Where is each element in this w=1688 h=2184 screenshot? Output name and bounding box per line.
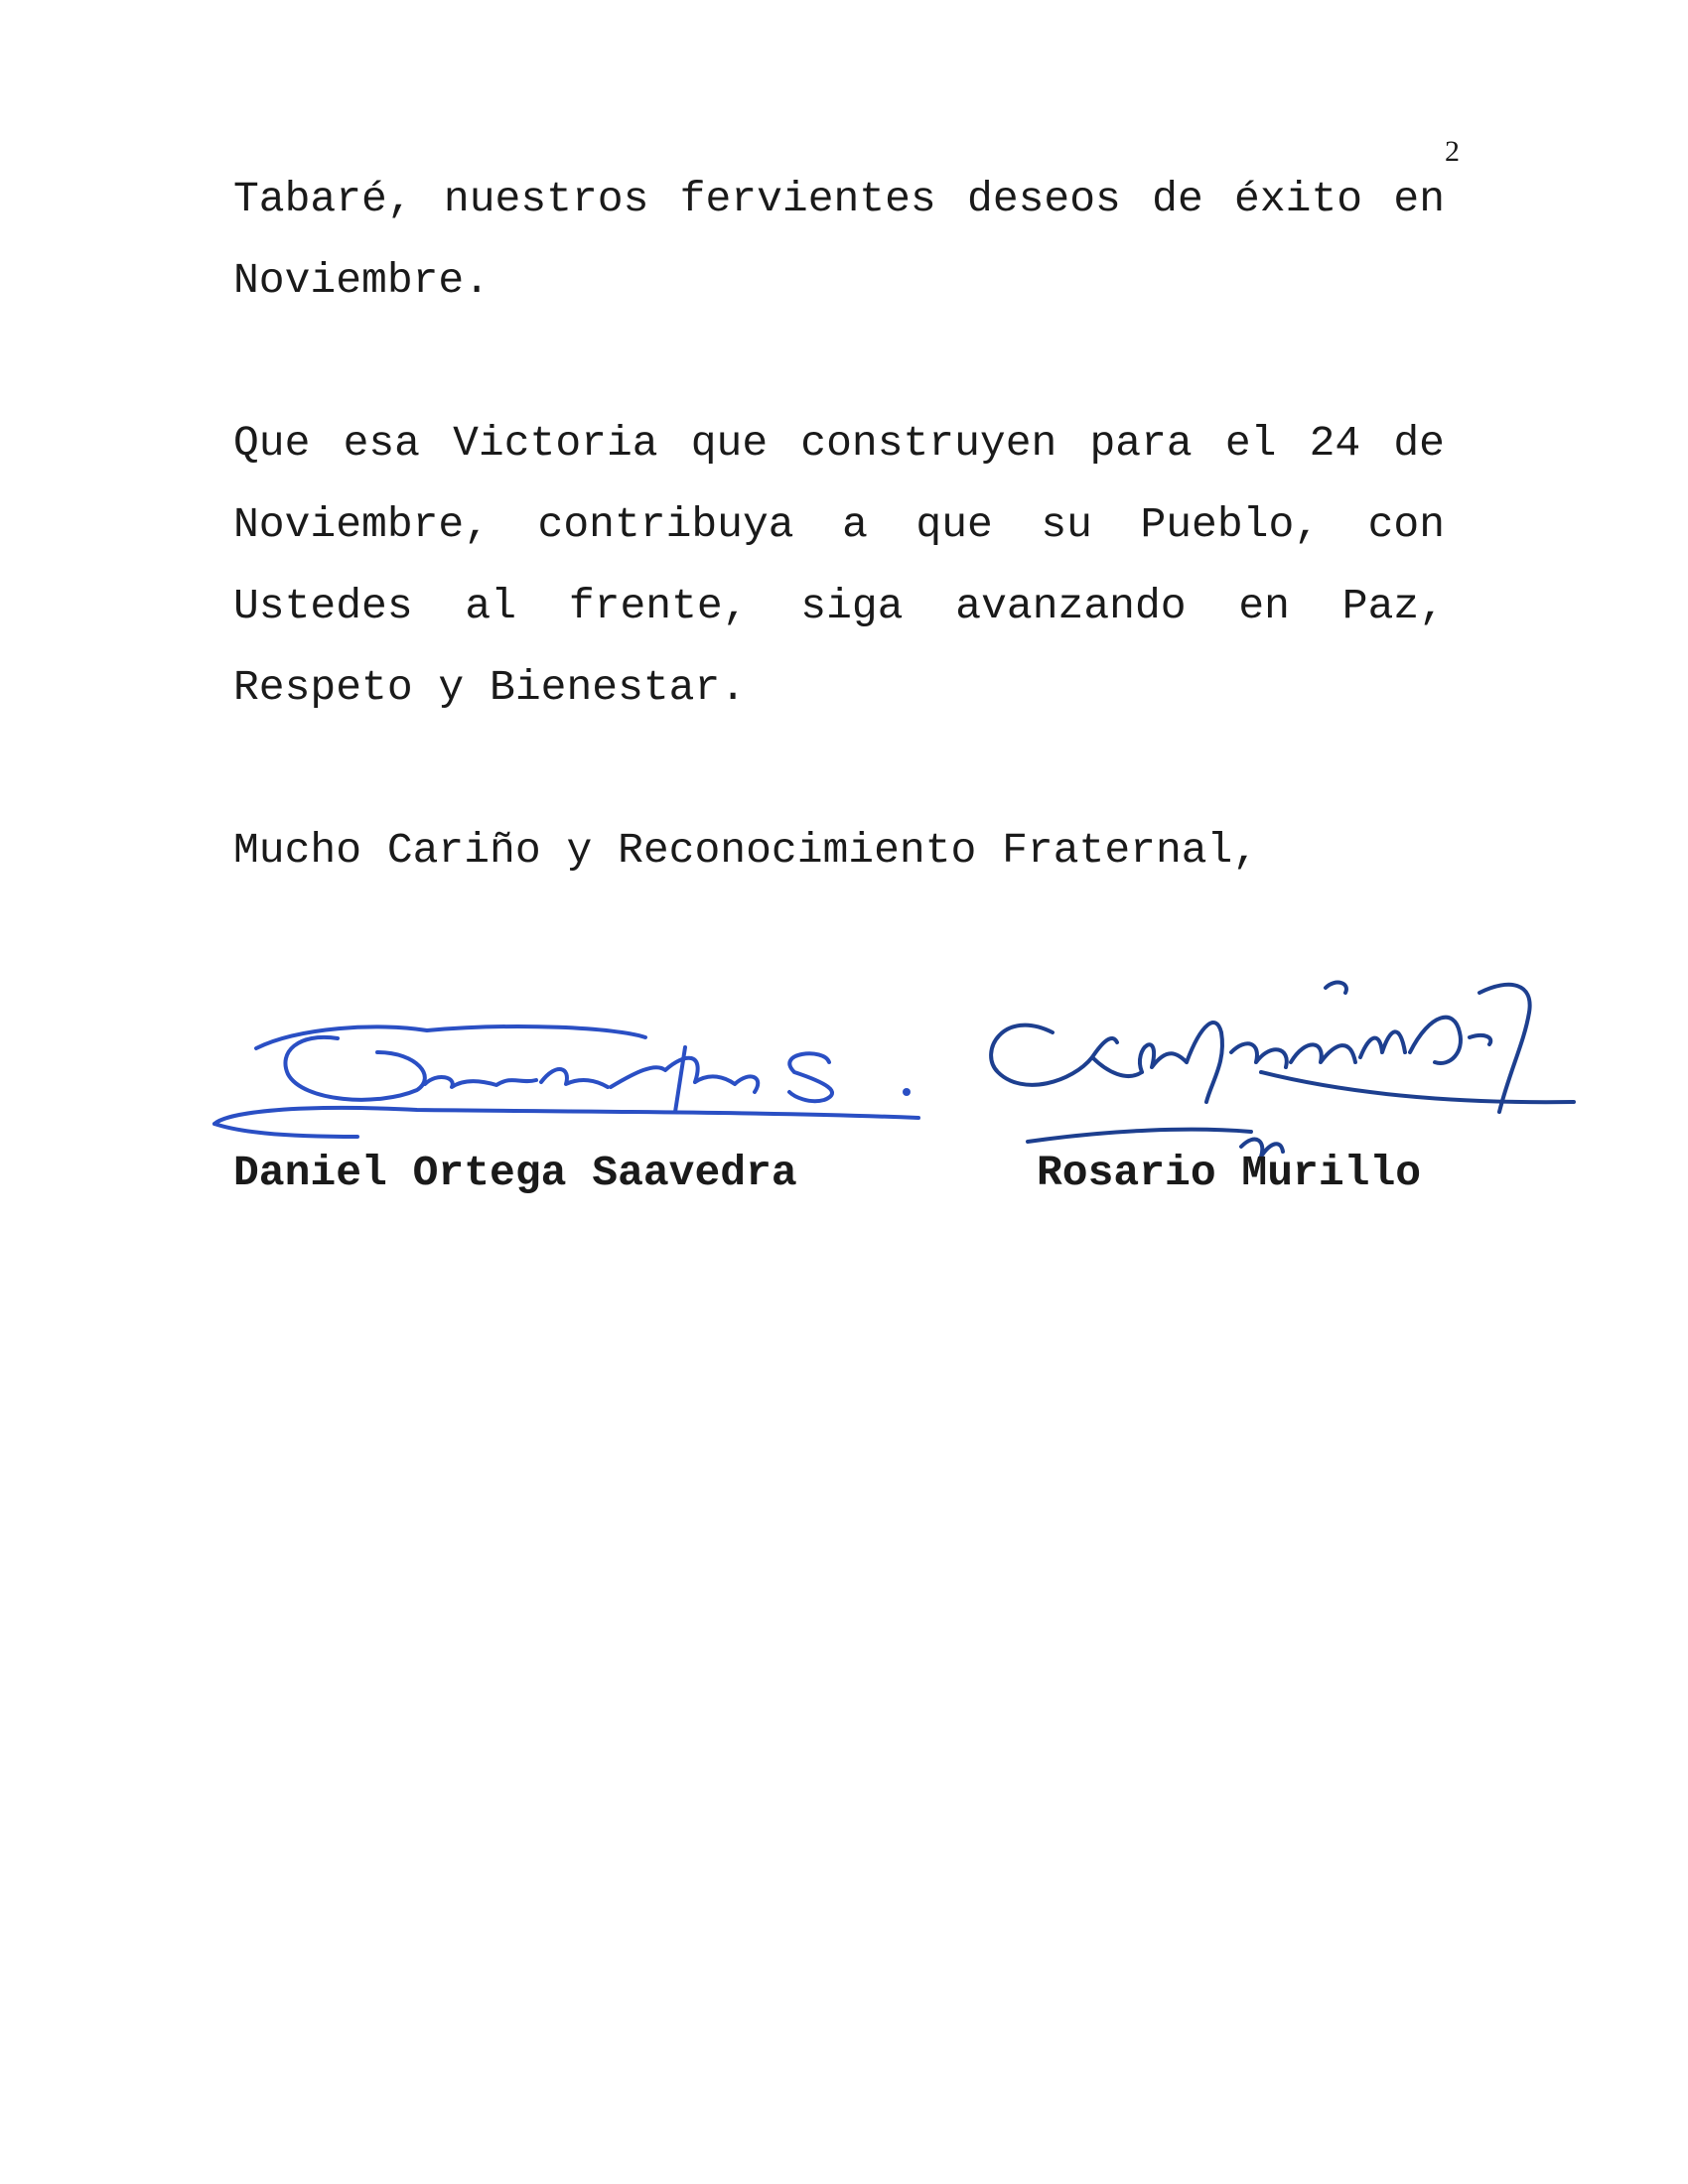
paragraph-1: Tabaré, nuestros fervientes deseos de éxito en Noviembre. [233, 175, 1445, 305]
signature-dot [903, 1088, 911, 1096]
signer-name-daniel-ortega: Daniel Ortega Saavedra [233, 1149, 797, 1197]
page-number: 2 [1445, 135, 1460, 168]
paragraph-2: Que esa Victoria que construyen para el 24 de Noviembre, contribuya a que su Pueblo, con Ustedes al frente, siga avanzando en Paz, Respeto y Bienestar. [233, 419, 1445, 712]
signature-rosario-murillo [991, 983, 1574, 1157]
closing-line: Mucho Cariño y Reconocimiento Fraternal, [233, 826, 1259, 875]
signature-daniel-ortega [214, 1026, 918, 1137]
signer-name-rosario-murillo: Rosario Murillo [1037, 1149, 1422, 1197]
